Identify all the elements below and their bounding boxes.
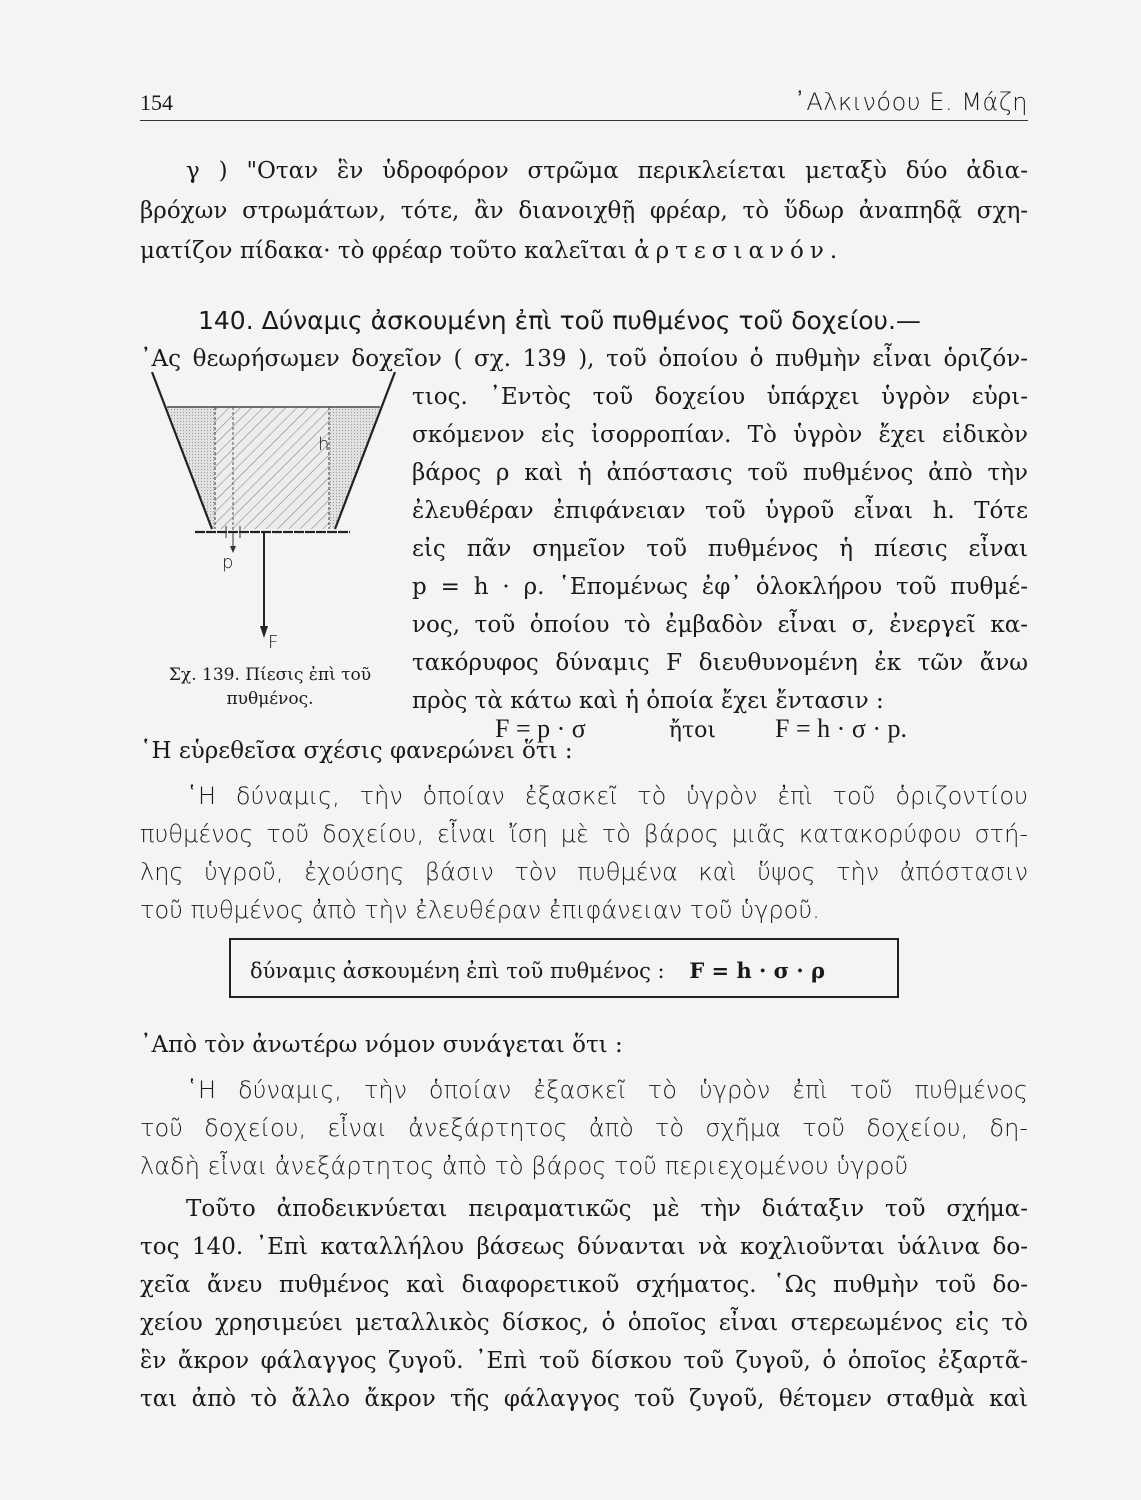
caption-line: Σχ. 139. Πίεσις ἐπὶ τοῦ (168, 665, 372, 685)
law-formula: F = h · σ · ρ (689, 958, 826, 983)
figure-vessel-diagram (140, 372, 410, 662)
paragraph-line: τακόρυφος δύναμις F διευθυνομένη ἐκ τῶν ἄνω (412, 650, 1028, 676)
running-header-author: ᾿Αλκινόου Ε. Μάζη (793, 88, 1028, 116)
rule-statement-line: πυθμένος τοῦ δοχείου, εἶναι ἴση μὲ τὸ βάρος μιᾶς κατακορύφου στή- (140, 820, 1028, 848)
paragraph-line: τος 140. ᾿Επὶ καταλλήλου βάσεως δύνανται νὰ κοχλιοῦνται ὑάλινα δο- (140, 1234, 1028, 1260)
formula-right: F = h · σ · p. (775, 714, 907, 743)
rule-statement-line: λης ὑγροῦ, ἐχούσης βάσιν τὸν πυθμένα καὶ ὕψος τὴν ἀπόστασιν (140, 858, 1028, 886)
paragraph-line: χεῖα ἄνευ πυθμένος καὶ διαφορετικοῦ σχήματος. ῾Ως πυθμὴν τοῦ δο- (140, 1272, 1028, 1298)
paragraph-line: Τοῦτο ἀποδεικνύεται πειραματικῶς μὲ τὴν διάταξιν τοῦ σχήμα- (186, 1196, 1028, 1222)
paragraph-line: χείου χρησιμεύει μεταλλικὸς δίσκος, ὁ ὁποῖος εἶναι στερεωμένος εἰς τὸ (140, 1310, 1028, 1336)
paragraph-line: ᾿Ας θεωρήσωμεν δοχεῖον ( σχ. 139 ), τοῦ ὁποίου ὁ πυθμὴν εἶναι ὁριζόν- (140, 346, 1028, 372)
rule-statement-line: ῾Η δύναμις, τὴν ὁποίαν ἐξασκεῖ τὸ ὑγρὸν ἐπὶ τοῦ ὁριζοντίου (186, 782, 1028, 810)
paragraph-line: ῾Η εὑρεθεῖσα σχέσις φανερώνει ὅτι : (140, 738, 573, 764)
text-span: ματίζον πίδακα· τὸ φρέαρ τοῦτο καλεῖται (140, 238, 627, 264)
figure-caption (140, 665, 400, 709)
paragraph-line: ἐλευθέραν ἐπιφάνειαν τοῦ ὑγροῦ εἶναι h. Τότε (412, 498, 1028, 524)
corollary-line: τοῦ δοχείου, εἶναι ἀνεξάρτητος ἀπὸ τὸ σχῆμα τοῦ δοχείου, δη- (140, 1114, 1028, 1142)
paragraph-line: ἓν ἄκρον φάλαγγος ζυγοῦ. ᾿Επὶ τοῦ δίσκου τοῦ ζυγοῦ, ὁ ὁποῖος ἐξαρτᾶ- (140, 1348, 1028, 1374)
paragraph-line: πρὸς τὰ κάτω καὶ ἡ ὁποία ἔχει ἔντασιν : (412, 688, 884, 714)
caption-line: πυθμένος. (226, 689, 314, 709)
corollary-line: λαδὴ εἶναι ἀνεξάρτητος ἀπὸ τὸ βάρος τοῦ περιεχομένου ὑγροῦ (140, 1152, 909, 1180)
emphasized-term: ἀρτεσιανόν. (634, 238, 844, 264)
rule-statement-line: τοῦ πυθμένος ἀπὸ τὴν ἐλευθέραν ἐπιφάνειαν τοῦ ὑγροῦ. (140, 896, 820, 924)
label-F: F (268, 632, 279, 653)
label-p: p (222, 552, 234, 573)
law-statement (250, 958, 825, 983)
paragraph-line: βάρος ρ καὶ ἡ ἀπόστασις τοῦ πυθμένος ἀπὸ τὴν (412, 460, 1028, 486)
paragraph-line: σκόμενον εἰς ἰσορροπίαν. Τὸ ὑγρὸν ἔχει εἰδικὸν (412, 422, 1028, 448)
label-h: h (318, 434, 330, 455)
paragraph-line: νος, τοῦ ὁποίου τὸ ἐμβαδὸν εἶναι σ, ἐνεργεῖ κα- (412, 612, 1028, 638)
corollary-line: ῾Η δύναμις, τὴν ὁποίαν ἐξασκεῖ τὸ ὑγρὸν ἐπὶ τοῦ πυθμένος (186, 1076, 1028, 1104)
paragraph-line: τιος. ᾿Εντὸς τοῦ δοχείου ὑπάρχει ὑγρὸν εὑρι- (412, 384, 1028, 410)
paragraph-line: ται ἀπὸ τὸ ἄλλο ἄκρον τῆς φάλαγγος τοῦ ζυγοῦ, θέτομεν σταθμὰ καὶ (140, 1386, 1028, 1412)
paragraph-line: ᾿Απὸ τὸν ἀνωτέρω νόμον συνάγεται ὅτι : (140, 1032, 623, 1058)
page-number: 154 (140, 90, 173, 115)
paragraph-line: γ ) "Οταν ἓν ὑδροφόρον στρῶμα περικλείεται μεταξὺ δύο ἀδια- (186, 158, 1028, 184)
section-heading: 140. Δύναμις ἀσκουμένη ἐπὶ τοῦ πυθμένος τοῦ δοχείου.— (198, 306, 921, 335)
law-label: δύναμις ἀσκουμένη ἐπὶ τοῦ πυθμένος : (250, 959, 665, 983)
paragraph-line: εἰς πᾶν σημεῖον τοῦ πυθμένος ἡ πίεσις εἶναι (412, 536, 1028, 562)
formula-left: F = p · σ (495, 714, 586, 743)
header-rule (140, 120, 1028, 121)
paragraph-line: βρόχων στρωμάτων, τότε, ἂν διανοιχθῇ φρέαρ, τὸ ὕδωρ ἀναπηδᾷ σχη- (140, 198, 1028, 224)
paragraph-line (140, 238, 843, 264)
formula-connector: ἤτοι (668, 718, 717, 743)
paragraph-line: p = h · ρ. ῾Επομένως ἐφ᾿ ὁλοκλήρου τοῦ πυθμέ- (412, 574, 1028, 600)
